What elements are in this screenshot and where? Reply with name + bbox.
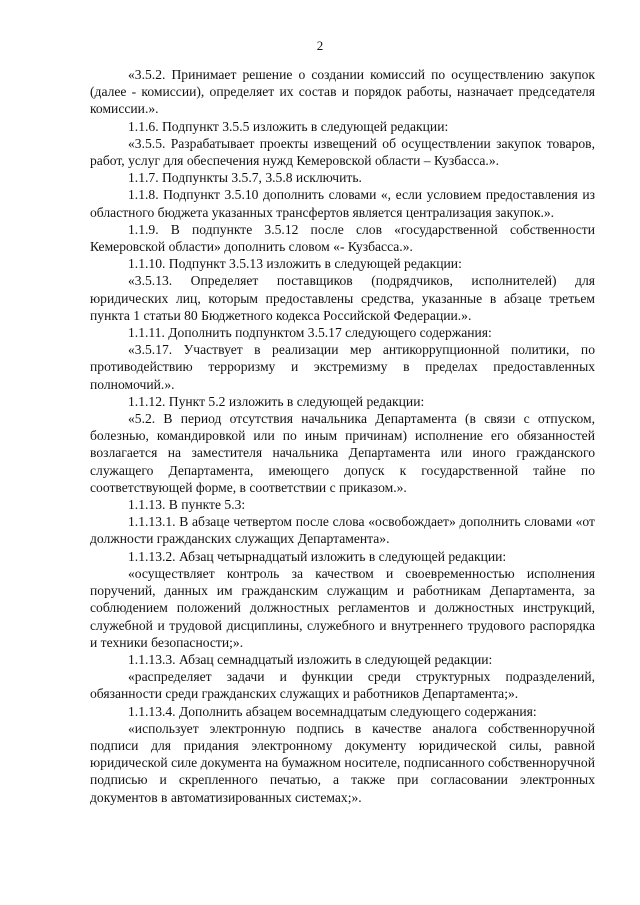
paragraph-1-1-13: 1.1.13. В пункте 5.3: bbox=[128, 497, 246, 513]
paragraph-1-1-8: 1.1.8. Подпункт 3.5.10 дополнить словами «, если условием предоставления из областного бюджета указанных трансфертов является централизация закупок.». bbox=[90, 187, 595, 220]
paragraph-1-1-9: 1.1.9. В подпункте 3.5.12 после слов «государственной собственности Кемеровской области» дополнить словом «- Кузбасса.». bbox=[90, 221, 595, 255]
page-number: 2 bbox=[316, 38, 324, 53]
paragraph-3-5-13-quote: «3.5.13. Определяет поставщиков (подрядчиков, исполнителей) для юридических лиц, которым предоставлены средства, указанные в абзаце третьем пункта 1 статьи 80 Бюджетного кодекса Российской Федерации.». bbox=[90, 273, 595, 323]
paragraph-abzac-18-quote: «использует электронную подпись в качестве аналога собственноручной подписи для придания электронному документу юридической силы, равной юридической силе документа на бумажном носителе, подписанного собственноручной подписью и скрепленного печатью, а также при согласовании электронных документов в автоматизированных системах;». bbox=[90, 720, 595, 805]
paragraph-3-5-5-quote: «3.5.5. Разрабатывает проекты извещений об осуществлении закупок товаров, работ, услуг для обеспечения нужд Кемеровской области – Кузбасса.». bbox=[90, 135, 595, 169]
paragraph-1-1-13-4: 1.1.13.4. Дополнить абзацем восемнадцатым следующего содержания: bbox=[128, 703, 537, 719]
paragraph-1-1-12: 1.1.12. Пункт 5.2 изложить в следующей редакции: bbox=[128, 393, 425, 409]
paragraph-1-1-10: 1.1.10. Подпункт 3.5.13 изложить в следующей редакции: bbox=[128, 256, 462, 272]
paragraph-abzac-14-quote: «осуществляет контроль за качеством и своевременностью исполнения поручений, данных им гражданским служащим и работникам Департамента, за соблюдением положений должностных регламентов и должностных инструкций, служебной и трудовой дисциплины, служебного и внутреннего трудового распорядка и техники безопасности;». bbox=[90, 565, 595, 650]
paragraph-1-1-13-2: 1.1.13.2. Абзац четырнадцатый изложить в следующей редакции: bbox=[128, 548, 507, 564]
paragraph-1-1-6: 1.1.6. Подпункт 3.5.5 изложить в следующей редакции: bbox=[128, 118, 449, 134]
paragraph-1-1-11: 1.1.11. Дополнить подпунктом 3.5.17 следующего содержания: bbox=[128, 325, 492, 341]
paragraph-1-1-13-3: 1.1.13.3. Абзац семнадцатый изложить в следующей редакции: bbox=[128, 651, 493, 667]
paragraph-3-5-17-quote: «3.5.17. Участвует в реализации мер антикоррупционной политики, по противодействию терроризму и экстремизму в пределах предоставленных полномочий.». bbox=[90, 342, 595, 392]
document-body bbox=[90, 66, 595, 806]
paragraph-abzac-17-quote: «распределяет задачи и функции среди структурных подразделений, обязанности среди гражданских служащих и работников Департамента;». bbox=[90, 669, 595, 702]
paragraph-3-5-2-quote: «3.5.2. Принимает решение о создании комиссий по осуществлению закупок (далее - комиссии), определяет их состав и порядок работы, назначает председателя комиссии.». bbox=[90, 67, 595, 117]
paragraph-1-1-7: 1.1.7. Подпункты 3.5.7, 3.5.8 исключить. bbox=[128, 170, 362, 186]
paragraph-1-1-13-1: 1.1.13.1. В абзаце четвертом после слова «освобождает» дополнить словами «от должности гражданских служащих Департамента». bbox=[90, 514, 595, 547]
paragraph-5-2-quote: «5.2. В период отсутствия начальника Департамента (в связи с отпуском, болезнью, командировкой или по иным причинам) исполнение его обязанностей возлагается на заместителя начальника Департамента или иного гражданского служащего Департамента, имеющего допуск к государственной тайне по соответствующей форме, в соответствии с приказом.». bbox=[90, 411, 595, 495]
